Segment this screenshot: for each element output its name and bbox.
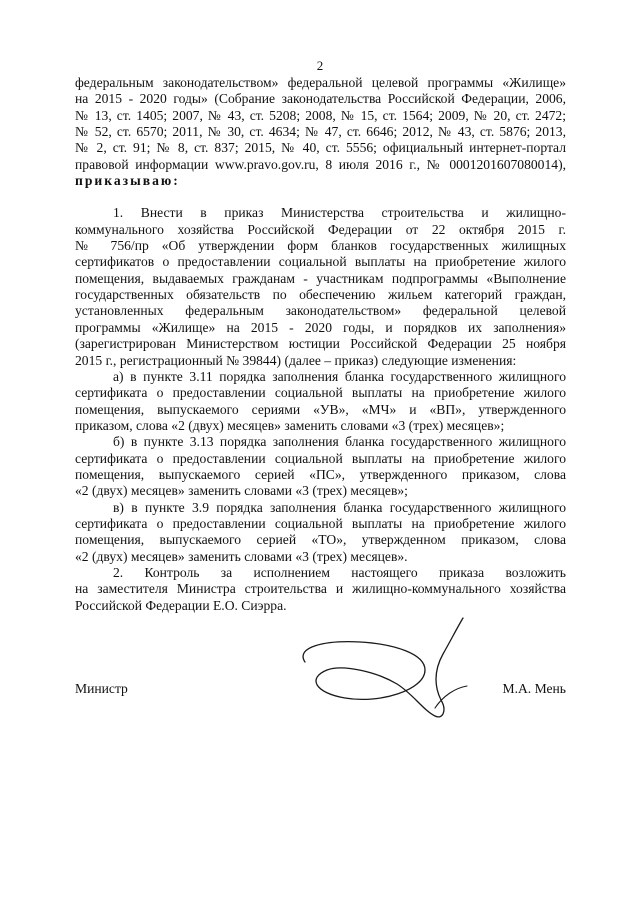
page-number: 2	[316, 58, 324, 73]
text-line: помещения, выдаваемых гражданам - участникам подпрограммы «Выполнение	[75, 270, 566, 286]
text-line: б) в пункте 3.13 порядка заполнения бланка государственного жилищного	[113, 434, 566, 450]
handwritten-signature	[285, 612, 485, 732]
text-line: на 2015 - 2020 годы» (Собрание законодательства Российской Федерации, 2006,	[75, 91, 566, 107]
text-line: 1. Внести в приказ Министерства строительства и жилищно-	[113, 205, 566, 221]
signatory-title: Министр	[75, 681, 128, 696]
text-line: помещения, выпускаемого сериями «УВ», «МЧ» и «ВП», утвержденного	[75, 401, 566, 417]
text-line: помещения, выпускаемого серией «ПС», утвержденного приказом, слова	[75, 466, 566, 482]
text-line: государственных обязательств по обеспечению жильем категорий граждан,	[75, 287, 566, 303]
text-line: правовой информации www.pravo.gov.ru, 8 июля 2016 г., № 0001201607080014),	[75, 156, 566, 172]
text-line: сертификатов о предоставлении социальной выплаты на приобретение жилого	[75, 254, 566, 270]
document-body	[75, 75, 566, 614]
text-line: помещения, выпускаемого серией «ТО», утвержденном приказом, слова	[75, 532, 566, 548]
text-line: установленных федеральным законодательством» федеральной целевой	[75, 303, 566, 319]
text-line: (зарегистрирован Министерством юстиции Российской Федерации 25 ноября	[75, 336, 566, 352]
paragraph-gap	[75, 189, 566, 205]
subitem-b	[75, 434, 566, 499]
order-word: приказываю:	[75, 173, 180, 189]
text-line: на заместителя Министра строительства и жилищно-коммунального хозяйства	[75, 581, 566, 597]
item-2-paragraph	[75, 565, 566, 614]
text-line: сертификата о предоставлении социальной выплаты на приобретение жилого	[75, 385, 566, 401]
text-line: 2015 г., регистрационный № 39844) (далее – приказ) следующие изменения:	[75, 352, 517, 368]
text-line: а) в пункте 3.11 порядка заполнения бланка государственного жилищного	[113, 368, 566, 384]
text-line: № 2, ст. 91; № 8, ст. 837; 2015, № 40, ст. 5556; официальный интернет-портал	[75, 140, 566, 156]
text-line: федеральным законодательством» федеральной целевой программы «Жилище»	[75, 75, 566, 90]
text-line: Российской Федерации Е.О. Сиэрра.	[75, 597, 287, 613]
text-line: сертификата о предоставлении социальной выплаты на приобретение жилого	[75, 515, 566, 531]
text-line: «2 (двух) месяцев» заменить словами «3 (трех) месяцев».	[75, 548, 408, 564]
signatory-name: М.А. Мень	[502, 681, 566, 696]
text-line: «2 (двух) месяцев» заменить словами «3 (трех) месяцев»;	[75, 483, 408, 499]
text-line: программы «Жилище» на 2015 - 2020 годы, и порядков их заполнения»	[75, 319, 566, 335]
text-line: № 756/пр «Об утверждении форм бланков государственных жилищных	[75, 238, 566, 254]
item-1-paragraph	[75, 205, 566, 368]
text-line: сертификата о предоставлении социальной выплаты на приобретение жилого	[75, 450, 566, 466]
text-line: № 13, ст. 1405; 2007, № 43, ст. 5208; 2008, № 15, ст. 1564; 2009, № 20, ст. 2472;	[75, 107, 566, 123]
text-line: коммунального хозяйства Российской Федерации от 22 октября 2015 г.	[75, 221, 566, 237]
subitem-a	[75, 369, 566, 434]
text-line: № 52, ст. 6570; 2011, № 30, ст. 4634; № 47, ст. 6646; 2012, № 43, ст. 5876; 2013,	[75, 124, 566, 140]
intro-paragraph	[75, 75, 566, 189]
text-line: в) в пункте 3.9 порядка заполнения бланка государственного жилищного	[113, 499, 566, 515]
text-line: приказом, слова «2 (двух) месяцев» заменить словами «3 (трех) месяцев»;	[75, 417, 505, 433]
text-line: 2. Контроль за исполнением настоящего приказа возложить	[113, 564, 566, 580]
subitem-v	[75, 500, 566, 565]
